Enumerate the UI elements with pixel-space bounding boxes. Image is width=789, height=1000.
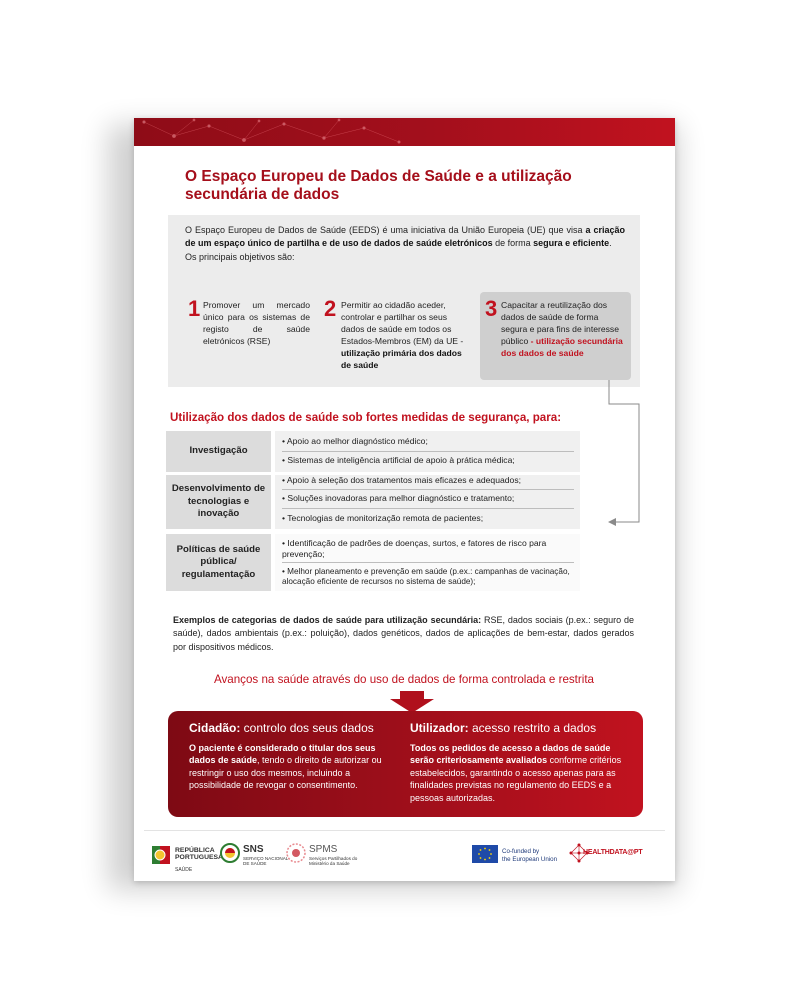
page-title: O Espaço Europeu de Dados de Saúde e a utilização secundária de dados xyxy=(185,168,572,203)
republica-line-2: PORTUGUESA xyxy=(175,854,223,861)
republica-portuguesa-emblem-icon xyxy=(152,844,172,866)
divider xyxy=(282,489,574,490)
connector-arrow-icon xyxy=(604,380,654,530)
objective-2-number: 2 xyxy=(324,296,337,321)
citizen-text xyxy=(189,742,401,792)
document-sheet xyxy=(134,118,675,881)
sns-logo-icon xyxy=(220,843,240,863)
objective-3-text-b: - utilização secundária dos dados de saúde xyxy=(501,336,623,358)
list-item: • Soluções inovadoras para melhor diagnóstico e tratamento; xyxy=(282,493,515,503)
sns-logo-text: SNS xyxy=(243,844,264,855)
footer-divider xyxy=(144,830,665,831)
list-item: • Apoio ao melhor diagnóstico médico; xyxy=(282,436,428,446)
eu-logo-text xyxy=(502,848,557,864)
sns-sub-line-2: DE SAÚDE xyxy=(243,861,267,866)
spms-logo-icon xyxy=(286,843,306,863)
intro-part: O Espaço Europeu de Dados de Saúde (EEDS) é uma iniciativa da União Europeia (UE) que visa xyxy=(185,225,586,235)
objective-3-text xyxy=(501,299,623,359)
user-heading-bold: Utilizador: xyxy=(410,721,469,735)
healthdata-logo-text: HEALTHDATA@PT xyxy=(583,849,643,856)
intro-bold: a criação de um espaço único de partilha e de uso de dados de saúde eletrónicos xyxy=(185,225,625,249)
objective-1-text: Promover um mercado único para os sistemas de registo de saúde eletrónicos (RSE) xyxy=(203,300,310,346)
republica-line-1: REPÚBLICA xyxy=(175,847,215,854)
down-arrow-icon xyxy=(390,691,434,713)
list-item: • Tecnologias de monitorização remota de pacientes; xyxy=(282,513,484,523)
citizen-heading-rest: controlo dos seus dados xyxy=(240,721,374,735)
divider xyxy=(282,451,574,452)
user-text-rest: conforme critérios estabelecidos, garantindo o acesso apenas para as finalidades previstas no regulamento do EEDS e a pessoas autorizadas. xyxy=(410,755,622,803)
eu-line-2: the European Union xyxy=(502,856,558,863)
intro-part: de forma xyxy=(492,238,534,249)
user-text xyxy=(410,742,628,804)
objective-3-text-a: Capacitar a reutilização dos dados de saúde de forma segura e para fins de interesse público xyxy=(501,300,619,346)
examples-lead: Exemplos de categorias de dados de saúde para utilização secundária: xyxy=(173,615,482,625)
list-item: • Identificação de padrões de doenças, surtos, e fatores de risco para prevenção; xyxy=(282,538,547,559)
row-label-desenvolvimento: Desenvolvimento de tecnologias e inovação xyxy=(166,475,271,529)
divider xyxy=(282,508,574,509)
row-label-investigacao: Investigação xyxy=(166,431,271,472)
objective-2-text-b: utilização primária dos dados de saúde xyxy=(341,348,462,370)
header-banner xyxy=(134,118,675,146)
intro-bold: segura e eficiente xyxy=(533,238,610,249)
row-label-politicas: Políticas de saúde pública/ regulamentação xyxy=(166,534,271,591)
user-heading xyxy=(410,721,630,735)
list-item: • Sistemas de inteligência artificial de apoio à prática médica; xyxy=(282,455,515,465)
eu-flag-icon xyxy=(472,845,498,863)
examples-body: RSE, dados sociais (p.ex.: seguro de saúde), dados ambientais (p.ex.: poluição), dados genéticos, dados de aplicações de bem-estar, dados gerados por dispositivos médicos. xyxy=(173,615,634,652)
citizen-text-rest: , tendo o direito de autorizar ou restringir o uso dos mesmos, incluindo a possibilidade de revogar o consentimento. xyxy=(189,755,382,791)
intro-objectives-lead: Os principais objetivos são: xyxy=(185,251,295,262)
republica-sub: SAÚDE xyxy=(175,867,193,873)
spms-sub-line-1: Serviços Partilhados do xyxy=(309,856,358,861)
republica-logo-text xyxy=(175,847,223,861)
network-pattern-icon xyxy=(134,118,675,146)
advances-title: Avanços na saúde através do uso de dados de forma controlada e restrita xyxy=(213,673,595,686)
objective-3-number: 3 xyxy=(485,296,498,321)
eu-line-1: Co-funded by xyxy=(502,848,540,855)
divider xyxy=(282,562,574,563)
sns-logo-sub xyxy=(243,856,288,866)
user-heading-rest: acesso restrito a dados xyxy=(468,721,597,735)
objective-1-number: 1 xyxy=(188,296,201,321)
examples-text xyxy=(173,614,634,654)
citizen-heading xyxy=(189,721,409,735)
list-item: • Apoio à seleção dos tratamentos mais eficazes e adequados; xyxy=(282,475,522,485)
intro-text xyxy=(185,224,625,264)
sns-sub-line-1: SERVIÇO NACIONAL xyxy=(243,856,289,861)
spms-sub-line-2: Ministério da Saúde xyxy=(309,861,350,866)
spms-logo-sub xyxy=(309,856,357,866)
intro-part: . xyxy=(609,238,612,249)
spms-logo-text: SPMS xyxy=(309,844,338,855)
user-text-bold: Todos os pedidos de acesso a dados de saúde serão criteriosamente avaliados xyxy=(410,743,611,766)
section-title: Utilização dos dados de saúde sob fortes medidas de segurança, para: xyxy=(170,411,562,424)
objective-2-text xyxy=(341,299,469,371)
citizen-heading-bold: Cidadão: xyxy=(189,721,241,735)
objective-2-text-a: Permitir ao cidadão aceder, controlar e partilhar os seus dados de saúde em todos os Estados-Membros (EM) da UE - xyxy=(341,300,464,346)
citizen-text-bold: O paciente é considerado o titular dos seus dados de saúde xyxy=(189,743,376,766)
list-item: • Melhor planeamento e prevenção em saúde (p.ex.: campanhas de vacinação, alocação eficiente de recursos no sistema de saúde); xyxy=(282,567,570,586)
